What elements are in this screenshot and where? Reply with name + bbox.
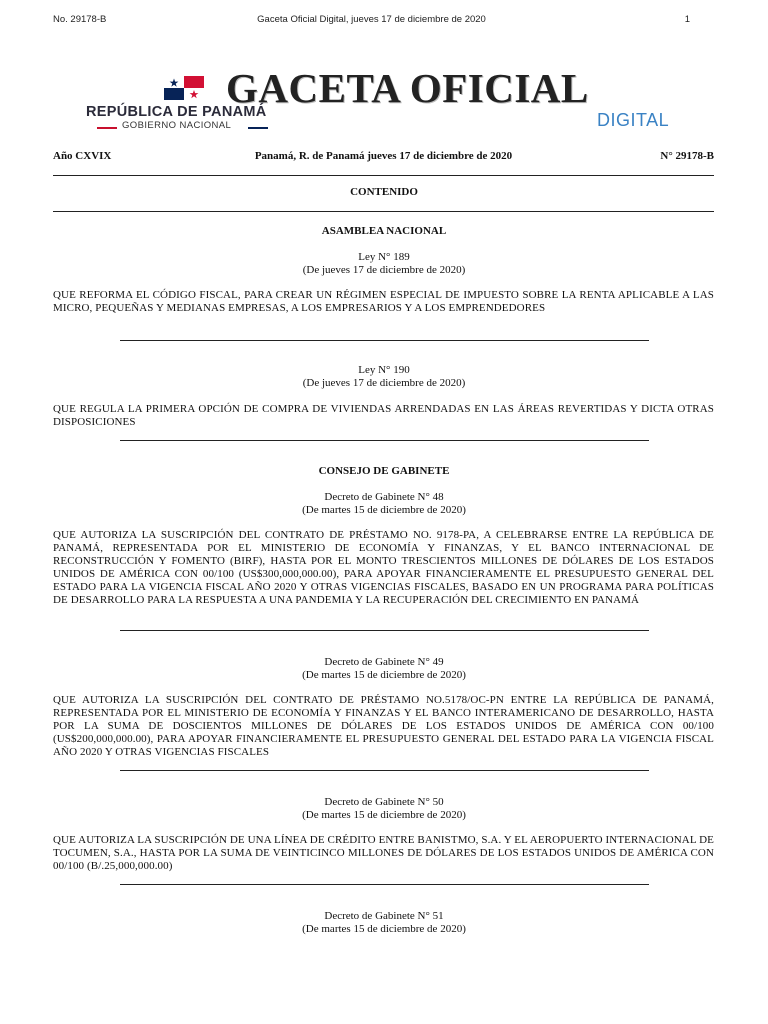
- entry-separator: [120, 440, 649, 441]
- entry-separator: [120, 770, 649, 771]
- entry-title: Decreto de Gabinete N° 51: [324, 910, 444, 922]
- panama-flag-icon: [164, 76, 204, 100]
- page-number: 1: [684, 14, 690, 25]
- dateline-year: Año CXVIX: [53, 150, 112, 162]
- masthead-government: GOBIERNO NACIONAL: [122, 120, 232, 131]
- entry-date: (De martes 15 de diciembre de 2020): [302, 809, 466, 821]
- entry-date: (De jueves 17 de diciembre de 2020): [302, 264, 466, 276]
- running-header: [53, 14, 690, 28]
- entry-title: Decreto de Gabinete N° 49: [324, 656, 444, 668]
- entry-date: (De martes 15 de diciembre de 2020): [302, 923, 466, 935]
- gobierno-left-rule: [97, 127, 117, 129]
- entry-description: QUE AUTORIZA LA SUSCRIPCIÓN DE UNA LÍNEA DE CRÉDITO ENTRE BANISTMO, S.A. Y EL AEROPUERTO INTERNACIONAL DE TOCUMEN, S.A., HASTA POR LA SUMA DE VEINTICINCO MILLONES DE DÓLARES DE LOS ESTADOS UNIDOS DE AMÉRICA CON 00/100 (B/.25,000,000.00): [53, 834, 714, 872]
- entry-title: Ley N° 190: [358, 364, 410, 376]
- dateline-place-date: Panamá, R. de Panamá jueves 17 de diciembre de 2020: [254, 150, 513, 162]
- divider: [53, 175, 714, 176]
- contents-heading: CONTENIDO: [350, 186, 418, 198]
- running-header-title: Gaceta Oficial Digital, jueves 17 de diciembre de 2020: [257, 14, 486, 25]
- entry-description: QUE AUTORIZA LA SUSCRIPCIÓN DEL CONTRATO DE PRÉSTAMO NO. 9178-PA, A CELEBRARSE ENTRE LA REPÚBLICA DE PANAMÁ, REPRESENTADA POR EL MINISTERIO DE ECONOMÍA Y FINANZAS, Y EL BANCO INTERNACIONAL DE RECONSTRUCCIÓN Y FOMENTO (BIRF), HASTA POR EL MONTO TRESCIENTOS MILLONES DE DÓLARES DE LOS ESTADOS UNIDOS DE AMÉRICA CON 00/100 (US$300,000,000.00), PARA APOYAR FINANCIERAMENTE EL PRESUPUESTO GENERAL DEL ESTADO PARA LA VIGENCIA FISCAL AÑO 2020 Y OTRAS VIGENCIAS FISCALES, BASADO EN UN PROGRAMA PARA POLÍTICAS DE DESARROLLO PARA LA RESPUESTA A UNA PANDEMIA Y LA RECUPERACIÓN DEL CRECIMIENTO EN PANAMÁ: [53, 529, 714, 606]
- flag-blue-quarter: [164, 88, 184, 100]
- entry-separator: [120, 884, 649, 885]
- entry-date: (De martes 15 de diciembre de 2020): [302, 669, 466, 681]
- entry-description: QUE REFORMA EL CÓDIGO FISCAL, PARA CREAR UN RÉGIMEN ESPECIAL DE IMPUESTO SOBRE LA RENTA APLICABLE A LAS MICRO, PEQUEÑAS Y MEDIANAS EMPRESAS, A LOS EMPRESARIOS Y A LOS EMPRENDEDORES: [53, 289, 714, 314]
- entry-description: QUE AUTORIZA LA SUSCRIPCIÓN DEL CONTRATO DE PRÉSTAMO NO.5178/OC-PN ENTRE LA REPÚBLICA DE PANAMÁ, REPRESENTADA POR EL MINISTERIO DE ECONOMÍA Y FINANZAS Y EL BANCO INTERAMERICANO DE DESARROLLO, HASTA POR LA SUMA DE DOSCIENTOS MILLONES DE DÓLARES DE LOS ESTADOS UNIDOS DE AMÉRICA CON 00/100 (US$200,000,000.00), PARA APOYAR FINANCIERAMENTE EL PRESUPUESTO GENERAL DEL ESTADO PARA LA VIGENCIA FISCAL AÑO 2020 Y OTRAS VIGENCIAS FISCALES: [53, 694, 714, 758]
- masthead-country: REPÚBLICA DE PANAMÁ: [86, 104, 267, 120]
- running-header-number: No. 29178-B: [53, 14, 107, 25]
- masthead-title: GACETA OFICIAL: [226, 65, 589, 111]
- flag-red-quarter: [184, 76, 204, 88]
- entry-date: (De jueves 17 de diciembre de 2020): [302, 377, 466, 389]
- masthead: [0, 60, 768, 140]
- section-heading: CONSEJO DE GABINETE: [318, 465, 450, 477]
- entry-description: QUE REGULA LA PRIMERA OPCIÓN DE COMPRA DE VIVIENDAS ARRENDADAS EN LAS ÁREAS REVERTIDAS Y DICTA OTRAS DISPOSICIONES: [53, 403, 714, 428]
- dateline: [53, 150, 714, 166]
- entry-title: Ley N° 189: [358, 251, 410, 263]
- entry-title: Decreto de Gabinete N° 48: [324, 491, 444, 503]
- entry-separator: [120, 340, 649, 341]
- dateline-number: N° 29178-B: [660, 150, 714, 162]
- divider: [53, 211, 714, 212]
- entry-date: (De martes 15 de diciembre de 2020): [302, 504, 466, 516]
- section-heading: ASAMBLEA NACIONAL: [321, 225, 447, 237]
- entry-separator: [120, 630, 649, 631]
- masthead-edition: DIGITAL: [597, 110, 670, 130]
- gobierno-right-rule: [248, 127, 268, 129]
- entry-title: Decreto de Gabinete N° 50: [324, 796, 444, 808]
